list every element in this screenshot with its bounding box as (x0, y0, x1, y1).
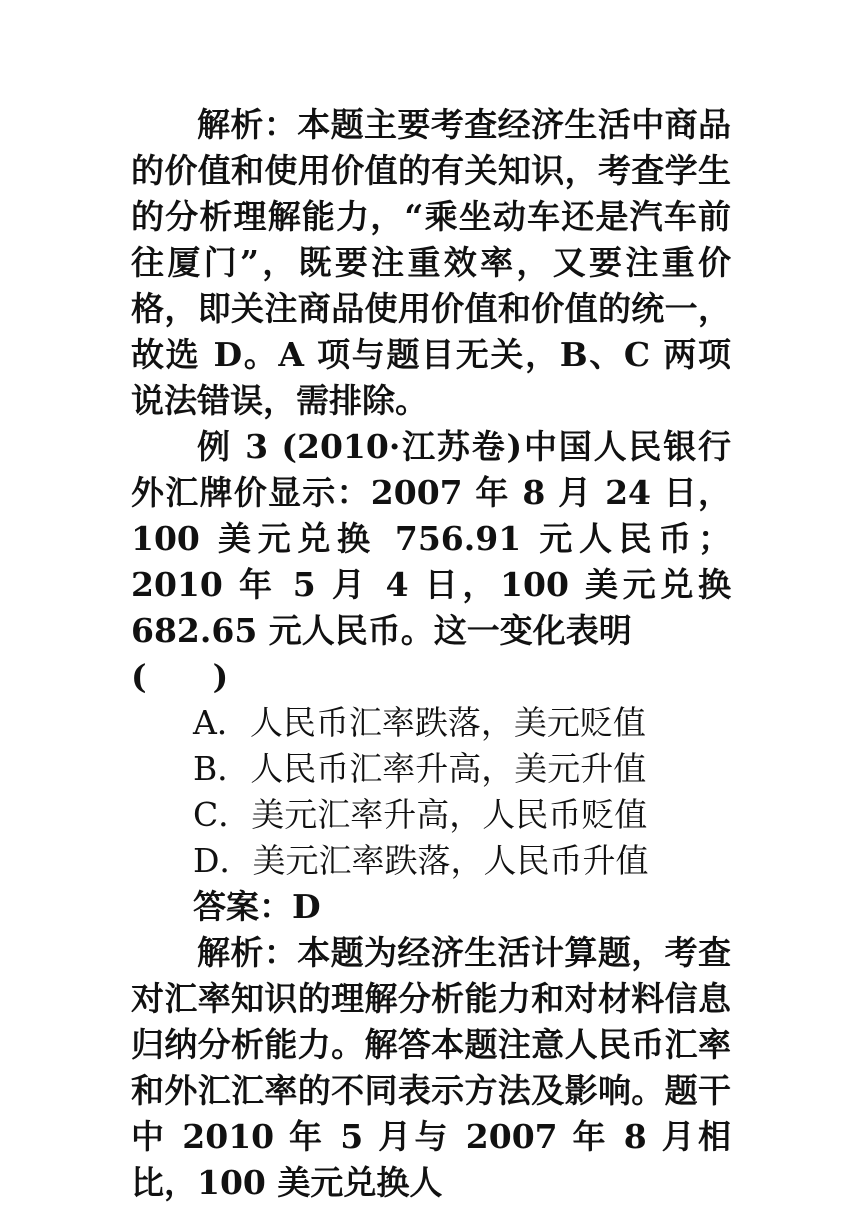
example-question-stem (131, 424, 731, 700)
option-letter: A (193, 703, 217, 742)
option-letter: B (193, 749, 218, 788)
answer-line (131, 884, 731, 930)
option-a: A．人民币汇率跌落，美元贬值 (193, 703, 646, 742)
option-letter: C (193, 795, 219, 834)
example-text: 中国人民银行外汇牌价显示：2007 年 8 月 24 日，100 美元兑换 756.91 元人民币；2010 年 5 月 4 日，100 美元兑换 682.65 元人民币。这一变化表明 (131, 427, 732, 650)
analysis-paragraph-2 (131, 930, 731, 1206)
analysis-paragraph-1 (131, 102, 731, 424)
analysis-label: 解析 (197, 105, 264, 144)
example-source: (2010·江苏卷) (281, 427, 523, 466)
answer-blank: ( ) (131, 657, 229, 696)
answer-colon: ： (259, 887, 292, 926)
option-text: 美元汇率升高，人民币贬值 (251, 795, 648, 834)
answer-value: D (292, 887, 321, 926)
analysis-text: 本题为经济生活计算题，考查对汇率知识的理解分析能力和对材料信息归纳分析能力。解答本题注意人民币汇率和外汇汇率的不同表示方法及影响。题干中 2010 年 5 月与 2007 年 8 月相比，100 美元兑换人 (131, 933, 732, 1202)
answer-label: 答案 (193, 887, 259, 926)
option-text: 美元汇率跌落，人民币升值 (252, 841, 649, 880)
analysis-label: 解析 (197, 933, 264, 972)
analysis-text: 本题主要考查经济生活中商品的价值和使用价值的有关知识，考查学生的分析理解能力，“乘坐动车还是汽车前往厦门”，既要注重效率，又要注重价格，即关注商品使用价值和价值的统一，故选 D。A 项与题目无关，B、C 两项说法错误，需排除。 (131, 105, 732, 420)
option-b: B．人民币汇率升高，美元升值 (193, 749, 647, 788)
options-list (131, 700, 731, 884)
analysis-colon: ： (263, 933, 298, 972)
option-c: C．美元汇率升高，人民币贬值 (193, 795, 648, 834)
document-page (131, 102, 731, 1206)
analysis-colon: ： (263, 105, 298, 144)
option-text: 人民币汇率升高，美元升值 (250, 749, 647, 788)
option-letter: D (193, 841, 220, 880)
option-text: 人民币汇率跌落，美元贬值 (249, 703, 646, 742)
example-label: 例 3 (197, 427, 269, 466)
option-d: D．美元汇率跌落，人民币升值 (193, 841, 649, 880)
